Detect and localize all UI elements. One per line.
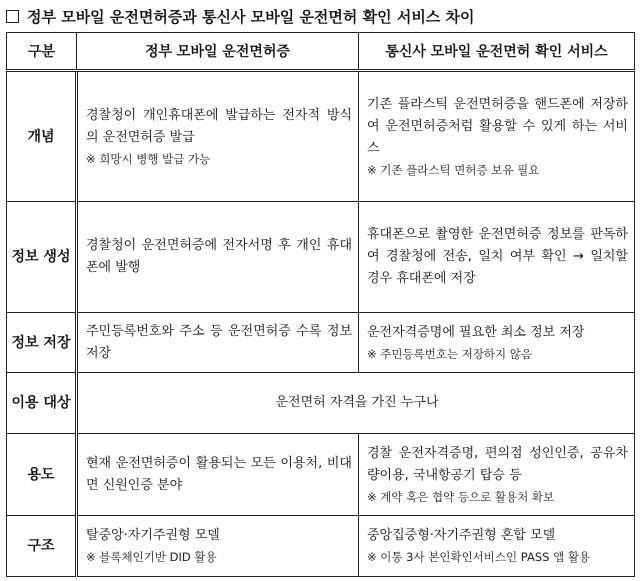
telecom-cell [359,202,635,313]
cell-text: 경찰청이 운전면허증에 전자서명 후 개인 휴대폰에 발행 [86,237,352,275]
merged-cell: 운전면허 자격을 가진 누구나 [77,373,635,433]
cell-text: 경찰 운전자격증명, 편의점 성인인증, 공유차량이용, 국내항공기 탑승 등 [367,445,628,483]
row-storage [7,312,635,372]
row-label: 정보 저장 [7,312,77,372]
header-row [7,33,635,71]
gov-cell [77,202,359,313]
cell-note: ※ 기존 플라스틱 면허증 보유 필요 [367,162,540,177]
cell-text: 주민등록번호와 주소 등 운전면허증 수록 정보 저장 [86,323,352,361]
cell-text: 중앙집중형·자기주권형 혼합 모델 [367,528,556,544]
cell-note: ※ 블록체인기반 DID 활용 [86,550,217,565]
comparison-table [6,32,635,577]
cell-note: ※ 희망시 병행 발급 가능 [86,151,211,166]
cell-note: ※ 계약 혹은 협약 등으로 활용처 확보 [367,489,555,504]
title-text: 정부 모바일 운전면허증과 통신사 모바일 운전면허 확인 서비스 차이 [27,7,475,26]
header-government: 정부 모바일 운전면허증 [77,33,359,71]
cell-text: 현재 운전면허증이 활용되는 모든 이용처, 비대면 신원인증 분야 [86,455,352,493]
cell-text: 탈중앙·자기주권형 모델 [86,528,220,544]
row-label: 이용 대상 [7,373,77,433]
telecom-cell [359,71,635,202]
header-category: 구분 [7,33,77,71]
row-usage [7,433,635,516]
cell-text: 휴대폰으로 촬영한 운전면허증 정보를 판독하여 경찰청에 전송, 일치 여부 확인 → 일치할 경우 휴대폰에 저장 [367,226,628,286]
row-structure [7,516,635,577]
row-target [7,373,635,433]
gov-cell [77,71,359,202]
cell-text: 운전자격증명에 필요한 최소 정보 저장 [367,324,585,340]
cell-text: 경찰청이 개인휴대폰에 발급하는 전자적 방식의 운전면허증 발급 [86,107,352,145]
row-label: 개념 [7,71,77,202]
row-label: 정보 생성 [7,202,77,313]
checkbox-square-icon [6,10,19,23]
cell-note: ※ 주민등록번호는 저장하지 않음 [367,346,533,361]
telecom-cell [359,433,635,516]
cell-note: ※ 이통 3사 본인확인서비스인 PASS 앱 활용 [367,550,591,565]
header-telecom: 통신사 모바일 운전면허 확인 서비스 [359,33,635,71]
gov-cell [77,312,359,372]
row-concept [7,71,635,202]
gov-cell [77,516,359,577]
document-title [6,4,475,28]
row-label: 구조 [7,516,77,577]
telecom-cell [359,516,635,577]
cell-text: 기존 플라스틱 운전면허증을 핸드폰에 저장하여 운전면허증처럼 활용할 수 있게 하는 서비스 [367,96,628,156]
telecom-cell [359,312,635,372]
gov-cell [77,433,359,516]
row-generation [7,202,635,313]
row-label: 용도 [7,433,77,516]
